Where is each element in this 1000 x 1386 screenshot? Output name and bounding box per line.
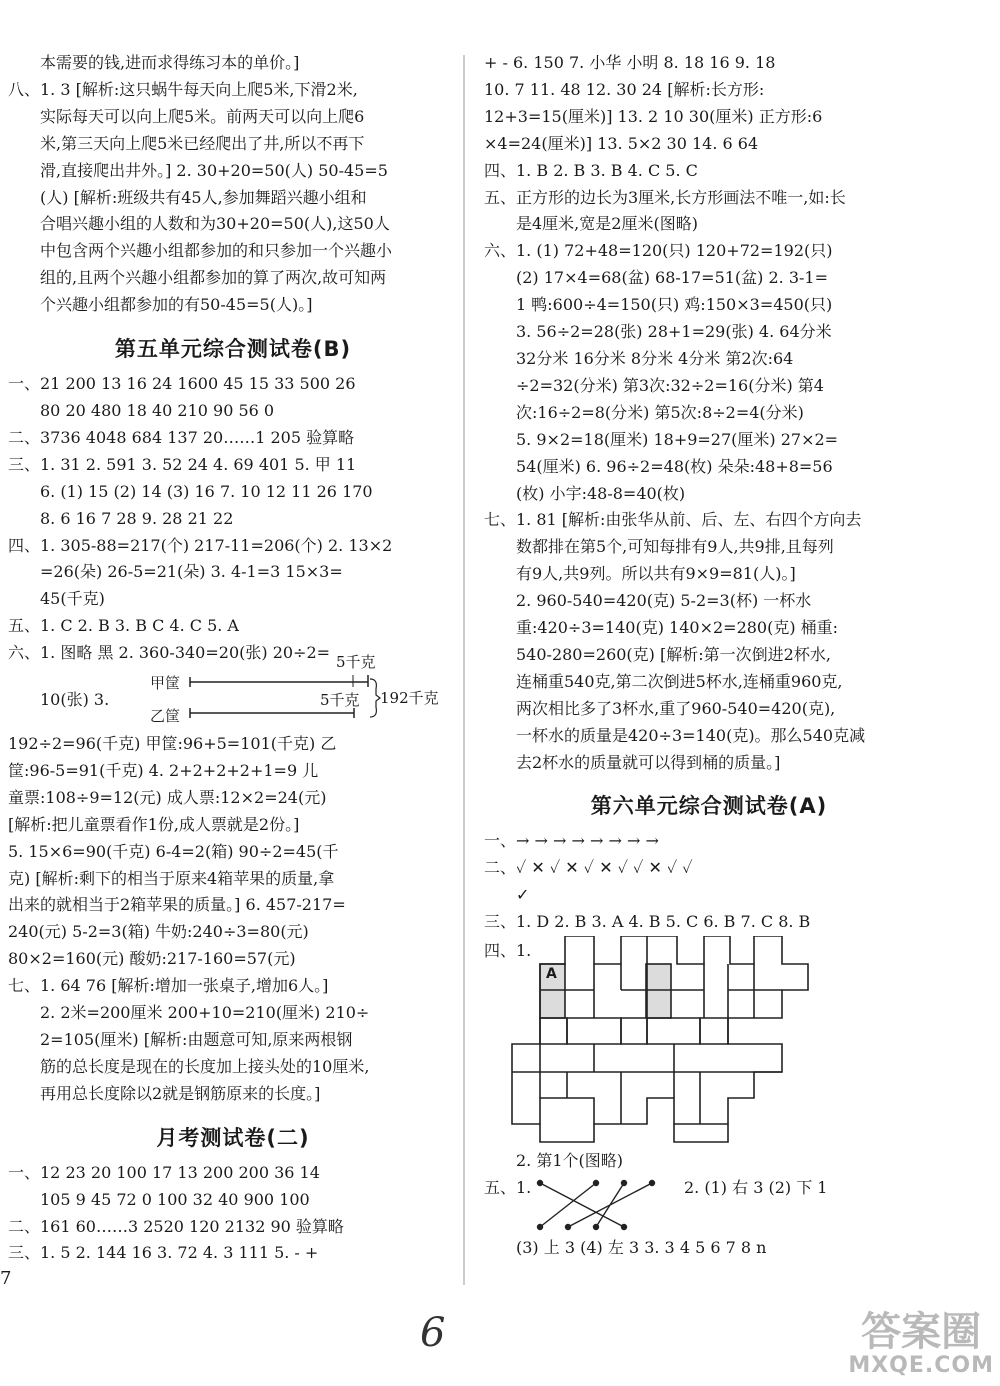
text-line: 一杯水的质量是420÷3=140(克)。那么540克减 [516,725,866,745]
text-line: 去2杯水的质量就可以得到桶的质量。] [516,752,781,772]
text-line: 七、1. 64 76 [解析:增加一张桌子,增加6人。] [8,976,329,996]
text-line: 240(元) 5-2=3(箱) 牛奶:240÷3=80(元) [8,922,309,942]
matching-suffix: 2. (1) 右 3 (2) 下 1 [684,1178,828,1197]
watermark [848,1310,994,1378]
text-line: 10. 7 11. 48 12. 30 24 [解析:长方形: [484,79,765,99]
text-line: 三、1. D 2. B 3. A 4. B 5. C 6. B 7. C 8. B [484,912,811,932]
text-line: ✓ [516,885,530,905]
text-line: 出来的就相当于2箱苹果的质量。] 6. 457-217= [8,895,346,915]
text-line: 克) [解析:剩下的相当于原来4箱苹果的质量,拿 [8,868,335,888]
text-line: 2. 960-540=420(克) 5-2=3(杯) 一杯水 [516,591,812,611]
text-line: 6. (1) 15 (2) 14 (3) 16 7. 10 12 11 26 170 [40,481,373,501]
text-line: 二、3736 4048 684 137 20……1 205 验算略 [8,427,355,447]
text-line: 合唱兴趣小组的人数和为30+20=50(人),这50人 [40,214,390,234]
text-line: 个兴趣小组都参加的有50-45=5(人)。] [40,295,313,315]
section-title-unit6-a: 第六单元综合测试卷(A) [590,794,828,819]
text-line: 8. 6 16 7 28 9. 28 21 22 [40,508,234,528]
text-line: 32分米 16分米 8分米 4分米 第2次:64 [516,348,794,368]
text-line: 192÷2=96(千克) 甲筐:96+5=101(千克) 乙 [8,734,337,754]
matching-row [484,1175,934,1235]
text-line: 一、21 200 13 16 24 1600 45 15 33 500 26 [8,374,356,394]
text-line: 数都排在第5个,可知每排有9人,共9排,且每列 [516,537,834,557]
text-line: 有9人,共9列。所以共有9×9=81(人)。] [516,564,796,584]
column-divider [462,55,466,1285]
text-line: 本需要的钱,进而求得练习本的单价。] [40,53,300,72]
text-line: 2=105(厘米) [解析:由题意可知,原来两根钢 [40,1030,353,1049]
page-number-left: 7 [0,1268,12,1289]
text-line: 再用总长度除以2就是钢筋原来的长度。] [40,1083,321,1103]
text-line: + - 6. 150 7. 小华 小明 8. 18 16 9. 18 [484,53,776,72]
text-line: 两次相比多了3杯水,重了960-540=420(克), [516,698,836,718]
text-line: 105 9 45 72 0 100 32 40 900 100 [40,1189,310,1209]
diagram-prefix: 10(张) 3. [40,690,110,710]
text-line: 2. 第1个(图略) [516,1151,624,1171]
text-line: 80×2=160(元) 酸奶:217-160=57(元) [8,949,296,969]
text-line: 组的,且两个兴趣小组都参加的算了两次,故可知两 [40,268,387,288]
left-column [8,50,458,1267]
text-line: 54(厘米) 6. 96÷2=48(枚) 朵朵:48+8=56 [516,456,833,476]
text-line: 45(千克) [40,589,105,609]
text-line: 五、1. C 2. B 3. B C 4. C 5. A [8,616,239,636]
text-line: 一、12 23 20 100 17 13 200 200 36 14 [8,1162,320,1182]
text-line: =26(朵) 26-5=21(朵) 3. 4-1=3 15×3= [40,562,343,582]
text-line: 次:16÷2=8(分米) 第5次:8÷2=4(分米) [516,402,804,422]
text-line: 540-280=260(克) [解析:第一次倒进2杯水, [516,644,831,664]
text-line: 八、1. 3 [解析:这只蜗牛每天向上爬5米,下滑2米, [8,79,358,99]
text-line: 四、1. B 2. B 3. B 4. C 5. C [484,160,698,180]
basket-a-label: 甲筐 [150,674,181,693]
text-line: 五、正方形的边长为3厘米,长方形画法不唯一,如:长 [484,187,846,207]
text-line: 中包含两个兴趣小组都参加的和只参加一个兴趣小 [40,241,393,261]
text-line: 5. 9×2=18(厘米) 18+9=27(厘米) 27×2= [516,429,839,449]
segment-lines [8,667,458,731]
text-line: 四、1. 305-88=217(个) 217-11=206(个) 2. 13×2 [8,535,393,555]
text-line: 2. 2米=200厘米 200+10=210(厘米) 210÷ [40,1003,370,1023]
text-line: 3. 56÷2=28(张) 28+1=29(张) 4. 64分米 [516,322,832,342]
left-block-4 [8,1160,458,1268]
text-line: (枚) 小宇:48-8=40(枚) [516,483,686,503]
text-line: 六、1. 图略 黑 2. 360-340=20(张) 20÷2= [8,643,331,663]
text-line: 二、✓ ✕ ✓ ✕ ✓ ✕ ✓ ✓ ✕ ✓ ✓ [484,858,693,878]
text-line: 5. 15×6=90(千克) 6-4=2(箱) 90÷2=45(千 [8,841,339,861]
text-line: 童票:108÷9=12(元) 成人票:12×2=24(元) [8,787,327,807]
total-label: 192千克 [380,689,439,708]
text-line: 12+3=15(厘米)] 13. 2 10 30(厘米) 正方形:6 [484,106,823,126]
text-line: 筋的总长度是现在的长度加上接头处的10厘米, [40,1056,370,1076]
tessellation-figure [484,936,934,1148]
text-line: 米,第三天向上爬5米已经爬出了井,所以不再下 [40,133,365,153]
text-line: 三、1. 5 2. 144 16 3. 72 4. 3 111 5. - + [8,1243,319,1263]
text-line: 80 20 480 18 40 210 90 56 0 [40,400,275,420]
watermark-line-2: MXQE.COM [848,1353,994,1378]
text-line: (2) 17×4=68(盆) 68-17=51(盆) 2. 3-1= [516,268,829,288]
text-line: 实际每天可以向上爬5米。前两天可以向上爬6 [40,106,365,126]
text-line: ×4=24(厘米)] 13. 5×2 30 14. 6 64 [484,133,759,153]
text-line: 一、→ → → → → → → → [484,831,659,851]
text-line: [解析:把儿童票看作1份,成人票就是2份。] [8,814,300,834]
figure-marker-a: A [546,966,557,983]
text-line: (人) [解析:班级共有45人,参加舞蹈兴趣小组和 [40,187,367,207]
left-block-1 [8,50,458,319]
text-line: 重:420÷3=140(克) 140×2=280(克) 桶重: [516,618,839,638]
text-line: 1 鸭:600÷4=150(只) 鸡:150×3=450(只) [516,295,833,315]
left-block-2 [8,371,458,667]
text-line: ÷2=32(分米) 第3次:32÷2=16(分米) 第4 [516,375,824,395]
text-line: 连桶重540克,第二次倒进5杯水,连桶重960克, [516,671,843,691]
right-block-3 [484,1148,934,1262]
text-line: 七、1. 81 [解析:由张华从前、后、左、右四个方向去 [484,510,862,530]
text-line: 二、161 60……3 2520 120 2132 90 验算略 [8,1216,344,1236]
right-block-1 [484,50,934,776]
text-line: 六、1. (1) 72+48=120(只) 120+72=192(只) [484,241,833,261]
basket-b-label: 乙筐 [150,707,181,726]
text-line: 是4厘米,宽是2厘米(图略) [516,214,698,234]
text-line: (3) 上 3 (4) 左 3 3. 3 4 5 6 7 8 n [516,1238,767,1257]
figure-question-label: 四、1. [484,941,532,961]
watermark-line-1: 答案圈 [861,1309,982,1355]
matching-lines [536,1179,666,1231]
right-block-2 [484,828,934,936]
section-title-monthly-test: 月考测试卷(二) [156,1125,310,1150]
section-title-unit5-b: 第五单元综合测试卷(B) [114,337,352,362]
text-line: 滑,直接爬出井外。] 2. 30+20=50(人) 50-45=5 [40,160,388,180]
diff-label-mid: 5千克 [320,691,360,710]
right-column [484,50,934,1262]
text-line: 筐:96-5=91(千克) 4. 2+2+2+2+1=9 儿 [8,760,319,780]
text-line: 三、1. 31 2. 591 3. 52 24 4. 69 401 5. 甲 11 [8,454,357,474]
left-block-3 [8,731,458,1108]
diff-label-top: 5千克 [336,653,376,672]
matching-prefix: 五、1. [484,1178,532,1197]
handwritten-page-number: 6 [420,1310,446,1356]
